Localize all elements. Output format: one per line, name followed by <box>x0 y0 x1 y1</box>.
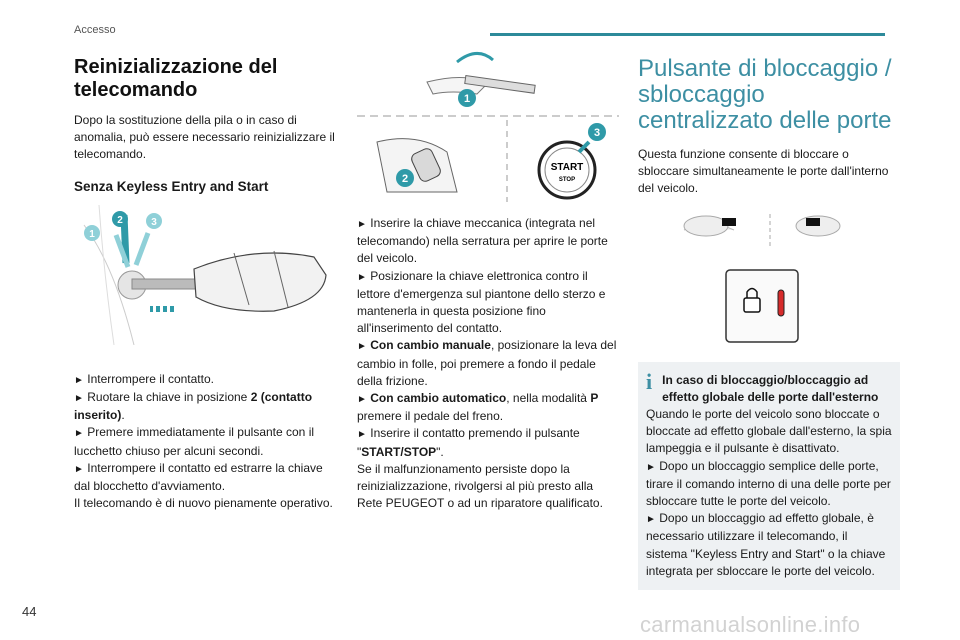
step-item: ► Ruotare la chiave in posizione 2 (contatto inserito). <box>74 390 313 423</box>
emergency-start-figure <box>357 42 619 207</box>
step-item: ► Con cambio manuale, posizionare la leva del cambio in folle, poi premere a fondo il pedale della frizione. <box>357 338 617 388</box>
section-title: Pulsante di bloccaggio / sbloccaggio centralizzato delle porte <box>638 55 892 134</box>
step-item: ► Posizionare la chiave elettronica contro il lettore d'emergenza sul piantone dello sterzo e mantenerla in questa posizione fino all'inserimento del contatto. <box>357 268 606 336</box>
step-item: ► Premere immediatamente il pulsante con il lucchetto chiuso per alcuni secondi. <box>74 425 315 458</box>
arrow-icon: ► <box>646 461 656 473</box>
info-title: In caso di bloccaggio/bloccaggio ad effetto globale delle porte dall'esterno <box>662 372 879 404</box>
page-number: 44 <box>22 604 37 619</box>
figure-label-2: 2 <box>117 214 123 226</box>
lock-status-led <box>778 290 784 316</box>
figure-label-1: 1 <box>89 228 95 240</box>
column-reinitialization <box>74 56 336 512</box>
lock-icon <box>744 298 760 312</box>
column-emergency-start <box>357 42 619 512</box>
intro-text: Dopo la sostituzione della pila o in caso di anomalia, può essere necessario reinizializzare il telecomando. <box>74 113 335 162</box>
step-item: ► Inserire il contatto premendo il pulsante "START/STOP". <box>357 426 580 459</box>
step-item: ► Inserire la chiave meccanica (integrata nel telecomando) nella serratura per aprire le porte del veicolo. <box>357 216 608 266</box>
step-item: ► Con cambio automatico, nella modalità P premere il pedale del freno. <box>357 391 599 424</box>
info-box <box>638 362 900 590</box>
header-accent-bar <box>490 33 885 36</box>
step-item: ► Interrompere il contatto ed estrarre la chiave dal blocchetto d'avviamento. <box>74 460 323 494</box>
arrow-icon: ► <box>357 429 367 441</box>
section-title: Reinizializzazione del telecomando <box>74 56 278 101</box>
central-locking-figure <box>638 208 900 348</box>
figure-label-2: 2 <box>401 173 409 185</box>
step-item: ► Interrompere il contatto. <box>74 371 214 386</box>
step-list <box>357 215 619 512</box>
door-lock-and-start-illustration <box>357 42 619 207</box>
dashboard-lock-button-illustration <box>638 208 900 348</box>
closing-text: Il telecomando è di nuovo pienamente operativo. <box>74 496 333 511</box>
arrow-icon: ► <box>74 463 84 475</box>
figure-label-1: 1 <box>463 93 471 105</box>
info-icon: i <box>646 368 653 394</box>
key-ignition-figure <box>74 205 336 345</box>
closing-text: Se il malfunzionamento persiste dopo la reinizializzazione, rivolgersi al più presto alla Rete PEUGEOT o ad un riparatore qualificato. <box>357 461 603 511</box>
arrow-icon: ► <box>357 341 367 353</box>
key-in-ignition-illustration <box>74 205 336 345</box>
stop-button-label: STOP <box>558 177 576 183</box>
arrow-icon: ► <box>74 428 84 440</box>
info-step: ► Dopo un bloccaggio ad effetto globale, è necessario utilizzare il telecomando, il sistema "Keyless Entry and Start" o la chiave integrata per sbloccare le porte del veicolo. <box>646 511 886 578</box>
figure-label-3: 3 <box>151 216 157 228</box>
info-paragraph: Quando le porte del veicolo sono bloccate o bloccate ad effetto globale dall'esterno, la spia lampeggia e il pulsante è disattivato. <box>646 407 892 456</box>
arrow-icon: ► <box>357 219 367 230</box>
running-header: Accesso <box>74 24 116 36</box>
column-central-locking <box>638 56 900 590</box>
arrow-icon: ► <box>357 394 367 406</box>
arrow-icon: ► <box>74 374 84 386</box>
step-list <box>74 371 336 513</box>
arrow-icon: ► <box>357 271 367 283</box>
subsection-title: Senza Keyless Entry and Start <box>74 178 269 194</box>
intro-text: Questa funzione consente di bloccare o sbloccare simultaneamente le porte dall'interno del veicolo. <box>638 147 889 196</box>
start-button-label: START <box>550 162 584 173</box>
info-step: ► Dopo un bloccaggio semplice delle porte, tirare il comando interno di una delle porte per sbloccare tutte le porte del veicolo. <box>646 458 891 509</box>
watermark-url: carmanualsonline.info <box>640 612 861 637</box>
figure-label-3: 3 <box>593 127 601 139</box>
arrow-icon: ► <box>646 514 656 526</box>
arrow-icon: ► <box>74 393 84 405</box>
